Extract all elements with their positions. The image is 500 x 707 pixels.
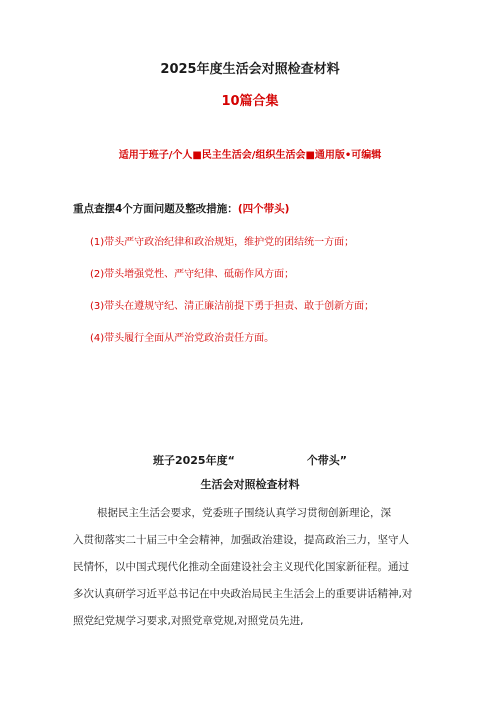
focus-item: (2)带头增强党性、严守纪律、砥砺作风方面；	[90, 269, 295, 280]
material-title-right: 个带头”	[306, 454, 348, 467]
paragraph-line: 根据民主生活会要求，党委班子围绕认真学习贯彻创新理论，深	[97, 507, 391, 519]
paragraph-line: 照党纪党规学习要求,对照党章党规,对照党员先进,	[73, 615, 304, 627]
material-title-line2: 生活会对照检查材料	[200, 478, 300, 491]
focus-heading-tag: (四个带头)	[237, 203, 290, 215]
material-title-left: 班子2025年度“	[152, 454, 235, 467]
focus-heading-text: 重点查摆4个方面问题及整改措施：	[73, 203, 238, 215]
applicable-scope: 适用于班子/个人■民主生活会/组织生活会■通用版•可编辑	[118, 150, 382, 161]
document-subtitle: 10篇合集	[221, 94, 279, 109]
focus-item: (3)带头在遵规守纪、清正廉洁前提下勇于担责、敢于创新方面；	[90, 301, 375, 312]
document-title: 2025年度生活会对照检查材料	[160, 62, 340, 77]
paragraph-line: 多次认真研学习近平总书记在中央政治局民主生活会上的重要讲话精神,对	[73, 588, 413, 600]
focus-item: (1)带头严守政治纪律和政治规矩，维护党的团结统一方面；	[90, 237, 355, 248]
paragraph-line: 入贯彻落实二十届三中全会精神，加强政治建设，提高政治三力，坚守人	[73, 534, 409, 546]
focus-item: (4)带头履行全面从严治党政治责任方面。	[90, 333, 275, 344]
paragraph-line: 民情怀，以中国式现代化推动全面建设社会主义现代化国家新征程。通过	[73, 561, 409, 573]
focus-heading	[73, 201, 289, 216]
material-title	[0, 452, 500, 468]
